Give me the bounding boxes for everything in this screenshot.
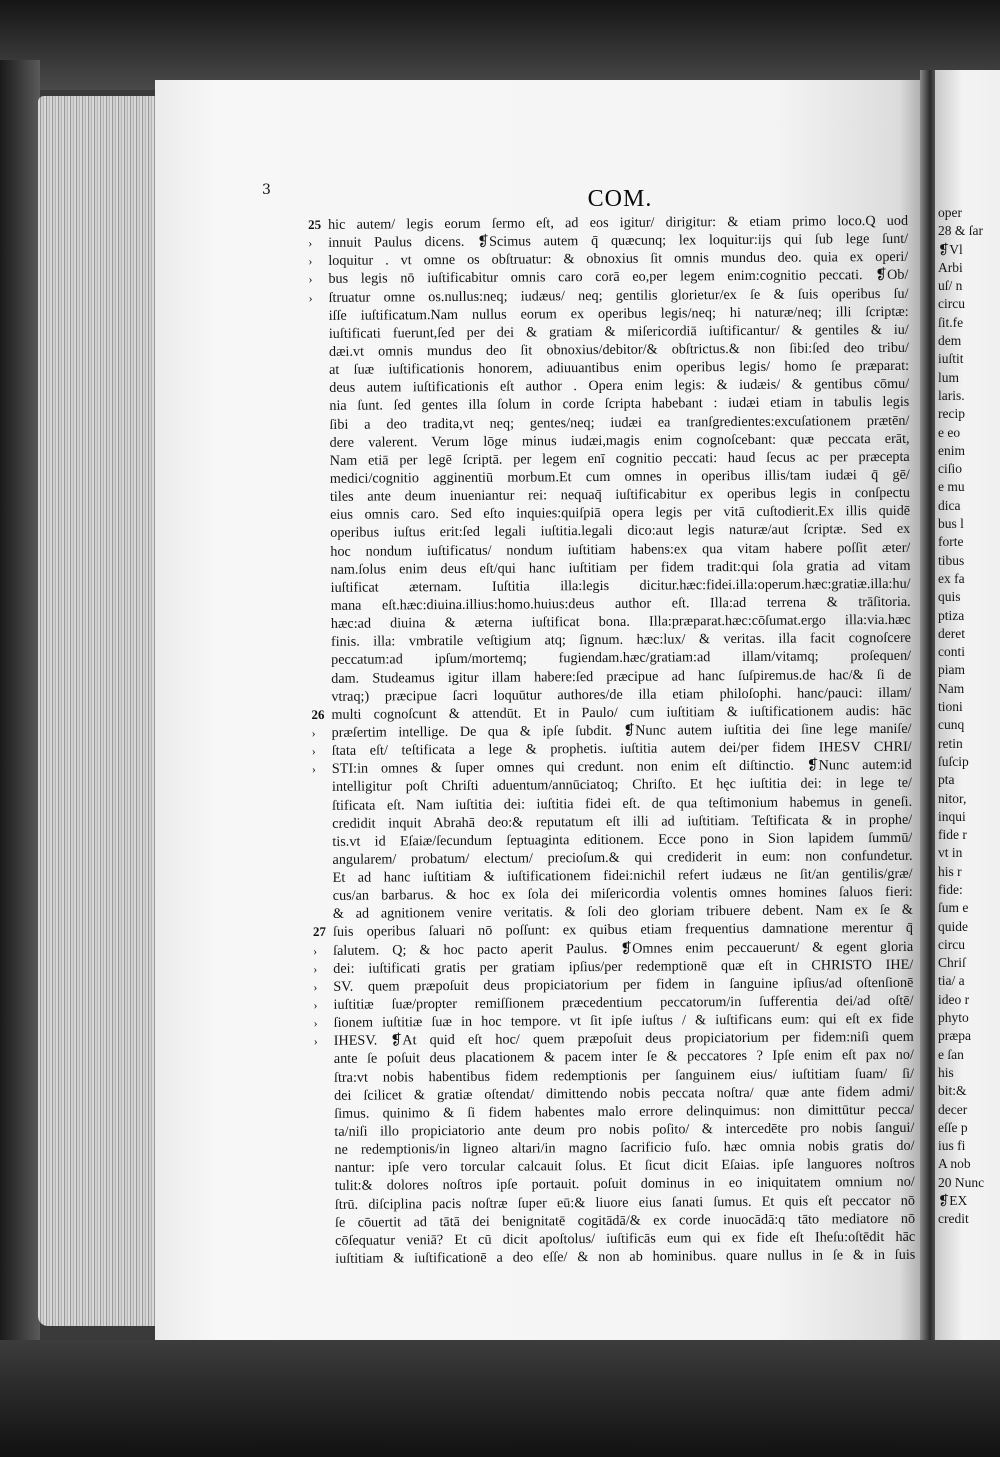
facing-line-fragment: tibus: [938, 552, 965, 568]
line-text: hoc nondum iuſtificatus/ nondum iuſtitiam habens:ex qua vitam habere poſſit æter/: [330, 539, 911, 560]
line-text: dæi.vt omnis mundus deo ſit obnoxius/debitor/& obſtrictus.& non ſibi:ſed deo tribu/: [328, 339, 909, 360]
facing-line-fragment: piam: [938, 662, 965, 678]
verse-marker: ›: [313, 961, 318, 976]
verse-marker: [310, 524, 330, 542]
verse-marker: [315, 1195, 335, 1213]
facing-line-fragment: fide:: [938, 881, 963, 897]
verse-marker: [311, 669, 331, 687]
facing-line-fragment: tia/ a: [938, 973, 965, 989]
verse-marker: [312, 796, 332, 814]
verse-marker: [309, 415, 329, 433]
line-text: dei ſcilicet & gratiæ oſtendat/ dimittendo nobis peccata noſtra/ quæ ante fidem admi/: [334, 1083, 915, 1104]
verse-marker: [309, 307, 329, 325]
facing-line-fragment: eſſe p: [938, 1119, 968, 1135]
line-text: Nam etiā per legē ſcriptā. per legem enī cognitio peccati: haud ſecus ac per præcepta: [329, 448, 910, 469]
verse-marker: [310, 542, 330, 560]
line-text: finis. illa: vmbratile veſtigium atq; ſignum. hæc:lux/ & veritas. illa facit cognoſcere: [330, 630, 912, 651]
verse-marker: [314, 1087, 334, 1105]
facing-line-fragment: e eo: [938, 424, 961, 440]
line-text: loquitur . vt omne os obſtruatur: & obnoxius ſit omnis mundus deo. quia ex operi/: [328, 249, 909, 270]
line-text: eius omnis caro. Sed eſto inquies:quiſpiā opera legis per vitā cuſtodierit.Ex illis quidē: [330, 503, 911, 524]
verse-marker: [311, 615, 331, 633]
facing-line-fragment: iuſtit: [938, 351, 964, 367]
verse-marker: ›: [308, 290, 313, 305]
facing-line-fragment: oper: [938, 205, 962, 220]
facing-line-fragment: ius fi: [938, 1138, 966, 1154]
line-text: nam.ſolus enim deus eſt/qui hanc iuſtitiam per fidem tradit:qui ſola gratia ad vitam: [330, 557, 911, 578]
verse-marker: [310, 452, 330, 470]
facing-line-fragment: dem: [938, 333, 962, 349]
line-text: dam. Studeamus igitur illam habere:ſed præcipue ad hanc ſuſpiremus.de hac/& ſi de: [331, 666, 912, 687]
verse-marker: [310, 561, 330, 579]
verse-marker: [314, 1068, 334, 1086]
line-text: operibus iuſtus erit:ſed legali iuſtitia.legali dico:aut legis naturæ/aut ſcriptæ. Sed ex: [330, 521, 911, 542]
verse-marker: [313, 905, 333, 923]
facing-line-fragment: uſ/ n: [938, 278, 963, 294]
facing-line-fragment: credit: [938, 1211, 969, 1227]
facing-line-fragment: his r: [938, 863, 962, 879]
verse-marker: [314, 1141, 334, 1159]
facing-line-fragment: inqui: [938, 808, 966, 824]
line-text: ſalutem. Q; & hoc pacto aperit Paulus. ❡Omnes enim peccauerunt/ & egent gloria: [333, 938, 914, 959]
facing-line-fragment: Nam: [938, 680, 965, 696]
line-text: ſtrū. diſciplina pacis noſtræ ſuper eū:& liuore eius ſanati ſumus. Et quis eſt peccator nō: [334, 1192, 915, 1213]
line-text: dei: iuſtificati gratis per gratiam ipſius/per redemptionē quæ eſt in CHRISTO IHE/: [333, 956, 914, 977]
facing-line-fragment: dica: [938, 497, 961, 513]
line-text: hic autem/ legis eorum ſermo eſt, ad eos igitur/ dirigitur: & etiam primo loco.Q uod: [328, 212, 909, 233]
facing-line-fragment: ptiza: [938, 607, 965, 623]
line-text: ſionem iuſtitiæ ſuæ in hoc tempore. vt ſit ipſe iuſtus / & iuſtificans eum: qui eſt ex fide: [333, 1010, 914, 1032]
line-text: iſſe iuſtificatum.Nam nullus eorum ex operibus legis/neq; hi naturæ/neq; illi ſcriptæ:: [328, 303, 909, 324]
page-edges: [38, 96, 160, 1326]
verse-marker: ›: [308, 254, 313, 269]
verse-marker: ›: [313, 979, 318, 994]
verse-marker: ›: [313, 943, 318, 958]
verse-marker: [309, 379, 329, 397]
line-text: ſibi a deo tradita,vt neq; gentes/neq; iudæi ea tranſgredientes:excuſationem prætēn/: [329, 412, 910, 433]
verse-marker: [315, 1232, 335, 1250]
facing-line-fragment: bus l: [938, 516, 964, 532]
verse-marker: [313, 887, 333, 905]
line-text: iuſtitiam & iuſtificationē a deo eſſe/ & non ab hominibus. quare nullus in ſe & in ſuis: [335, 1246, 916, 1267]
facing-line-fragment: recip: [938, 406, 965, 422]
line-text: deus autem iuſtificationis eſt author . Opera enim legis: & iudæis/ & gentibus cōmu/: [329, 376, 910, 397]
line-text: ante ſe poſuit deus placationem & pacem inter ſe & peccatores ? Ipſe enim eſt pax no/: [333, 1047, 914, 1068]
line-text: bus legis nō iuſtificabitur omnis caro corā eo,per legem enim:cognitio peccati. ❡Ob/: [328, 267, 909, 288]
line-text: iuſtificati fuerunt,ſed per dei & gratiam & miſericordiā iuſtificantur/ & gentiles & iu/: [328, 321, 909, 342]
verse-marker: [309, 397, 329, 415]
facing-line-fragment: ſuſcip: [938, 753, 969, 769]
verse-marker: ›: [311, 762, 316, 777]
verse-marker: [310, 470, 330, 488]
verse-marker: [311, 688, 331, 706]
facing-line-fragment: vt in: [938, 845, 963, 861]
verse-marker: ›: [308, 272, 313, 287]
verse-marker: [311, 633, 331, 651]
line-text: at ſuæ iuſtificationis honorem, adiuuantibus enim operibus legis/ homo ſe præparat:: [329, 357, 910, 378]
book-binding-top: [0, 0, 1000, 90]
facing-line-fragment: decer: [938, 1101, 968, 1117]
facing-line-fragment: ❡EX: [938, 1193, 968, 1209]
facing-page-text: [938, 204, 1000, 1229]
line-text: vtraq;) præcipue ſacri loquūtur authores/de illa etiam philoſophi. hanc/pauci: illam/: [331, 684, 912, 705]
verse-marker: [309, 325, 329, 343]
facing-line-fragment: 20 Nunc: [938, 1174, 985, 1190]
line-text: cus/an barbarus. & hoc ex ſola dei miſericordia volentis omnes homines ſaluos fieri:: [332, 883, 913, 905]
line-text: Et ad hanc iuſtitiam & iuſtificationem fidei:nichil refert iudæus ne ſit/an gentilis/græ/: [332, 865, 913, 886]
main-text-column: [308, 212, 919, 1268]
verse-marker: ›: [313, 1016, 318, 1031]
verse-marker: 25: [308, 216, 322, 232]
verse-marker: [312, 814, 332, 832]
verse-marker: [314, 1123, 334, 1141]
verse-marker: ›: [313, 997, 318, 1013]
verse-marker: 27: [312, 924, 327, 940]
facing-line-fragment: circu: [938, 296, 965, 312]
bottom-shadow: [0, 1340, 1000, 1457]
line-text: ſe cōuertit ad tātā dei benignitatē cogitādā/& ex corde inuocādā:q tāto mediatore nō: [334, 1210, 916, 1231]
verse-marker: ›: [313, 1034, 318, 1049]
verse-marker: ›: [311, 744, 316, 759]
line-text: peccatum:ad ipſum/mortemq; fugiendam.hæc/gratiam:ad illam/vitamq; proſequen/: [331, 648, 912, 669]
verse-marker: [314, 1050, 334, 1068]
verse-marker: [309, 343, 329, 361]
line-text: SV. quem præpoſuit deus propiciatorium per fidem in ſanguine ipſius/ad oſtenſionē: [333, 974, 914, 995]
facing-line-fragment: circu: [938, 936, 965, 952]
verse-marker: [312, 851, 332, 869]
line-text: nia ſunt. ſed gentes illa ſolum in corde ſcripta habebant : iudæi etiam in tabulis legis: [329, 394, 910, 415]
facing-line-fragment: nitor,: [938, 790, 967, 806]
line-text: iuſtificat æternam. Iuſtitia illa:legis dicitur.hæc:fidei.illa:operum.hæc:gratiæ.illa:hu/: [330, 575, 911, 596]
verse-marker: [309, 361, 329, 379]
facing-line-fragment: A nob: [938, 1156, 971, 1172]
line-text: ſimus. quinimo & ſi fidem habentes malo errore delinquimus: non dimittūtur pecca/: [334, 1101, 915, 1122]
verse-marker: [311, 597, 331, 615]
line-text: ſuis operibus ſaluari nō poſſunt: ex quibus etiam frequentius damnatione merentur q̄: [332, 920, 914, 941]
facing-line-fragment: e ſan: [938, 1046, 964, 1062]
facing-line-fragment: præpa: [938, 1028, 971, 1044]
line-text: intelligitur poſt Chriſti aduentum/annūciatoq; Chriſto. Et hęc iuſtitia dei: in lege te/: [331, 775, 913, 796]
facing-line-fragment: tioni: [938, 699, 963, 715]
line-text: ne redemptionis/in ligneo altari/in magno ſacrificio fuſo. hæc omnia nobis gratis do/: [334, 1137, 915, 1159]
line-text: ſtra:vt nobis habentibus fidem redemptionis per ſanguinem eius/ iuſtitiam ſuam/ ſi/: [333, 1065, 915, 1086]
facing-line-fragment: ſit.fe: [938, 314, 964, 330]
verse-marker: [312, 778, 332, 796]
facing-line-fragment: lum: [938, 369, 960, 385]
line-text: nantur: ipſe vero torcular calcauit ſolus. Et ſicut dicit Eſaias. ipſe languores noſtros: [334, 1156, 915, 1177]
facing-line-fragment: ex fa: [938, 570, 965, 586]
facing-line-fragment: retin: [938, 735, 963, 751]
facing-line-fragment: Chriſ: [938, 955, 966, 971]
line-text: tulit:& dolores noſtros ipſe portauit. poſuit dominus in eo iniquitatem omnium no/: [334, 1174, 915, 1195]
verse-marker: [311, 651, 331, 669]
facing-line-fragment: laris.: [938, 387, 965, 403]
verse-marker: [310, 488, 330, 506]
line-text: ſtificata eſt. Nam iuſtitia dei: iuſtitia fidei eſt. de qua teſtimonium habemus in geneſi.: [332, 793, 913, 814]
verse-marker: ›: [308, 236, 313, 251]
facing-line-fragment: his: [938, 1064, 954, 1080]
book-cover-left: [0, 60, 40, 1457]
line-text: innuit Paulus dicens. ❡Scimus autem q̄ quæcunq; lex loquitur:ijs qui ſub lege ſunt/: [328, 230, 909, 252]
facing-line-fragment: phyto: [938, 1010, 969, 1026]
facing-line-fragment: quide: [938, 918, 968, 934]
verse-marker: [311, 579, 331, 597]
facing-line-fragment: deret: [938, 625, 965, 641]
verse-marker: 26: [311, 706, 325, 722]
verse-marker: [315, 1214, 335, 1232]
line-text: dere valerent. Verum lōge minus iudæi,magis enim cognoſcebant: quæ peccata erāt,: [329, 430, 910, 451]
line-text: ſtruatur omne os.nullus:neq; iudæus/ neq; gentilis glorietur/ex ſe & ſuis operibus ſu/: [328, 285, 909, 306]
facing-line-fragment: forte: [938, 534, 964, 550]
verse-marker: [310, 506, 330, 524]
line-text: hæc:ad diuina & æterna iuſtificat bona. Illa:præparat.hæc:cōſumat.ergo illa:via.hæc: [330, 611, 911, 632]
line-text: angularem/ probatum/ electum/ precioſum.& qui crediderit in eum: non confundetur.: [332, 847, 913, 868]
facing-line-fragment: e mu: [938, 479, 965, 495]
folio-number: 3: [262, 182, 271, 198]
line-text: multi cognoſcunt & attendūt. Et in Paulo/ cum iuſtitiam & iuſtificationem audis: hāc: [331, 702, 912, 723]
verse-marker: [310, 434, 330, 452]
facing-line-fragment: pta: [938, 772, 955, 788]
facing-line-fragment: conti: [938, 644, 965, 660]
line-text: STI:in omnes & ſuper omnes qui credunt. non enim eſt diſtinctio. ❡Nunc autem:id: [331, 757, 912, 778]
line-text: præſertim intellige. De qua & ipſe ſubdit. ❡Nunc autem iuſtitia dei ſine lege maniſe/: [331, 720, 912, 741]
facing-line-fragment: enim: [938, 442, 965, 458]
line-text: ſtata eſt/ teſtificata a lege & prophetis. iuſtitia autem dei/per fidem IHESV CHRI/: [331, 738, 912, 759]
running-heading: COM.: [587, 186, 653, 212]
verse-marker: [315, 1177, 335, 1195]
verse-marker: [315, 1250, 335, 1268]
facing-line-fragment: ❡Vl: [938, 241, 963, 257]
verse-marker: ›: [311, 725, 316, 740]
facing-line-fragment: Arbi: [938, 259, 963, 275]
line-text: credidit inquit Abrahā deo:& reputatum eſt illi ad iuſtitiam. Teſtificata & in prophe/: [332, 811, 913, 832]
line-text: cōſequatur veniā? Et cū dicit apoſtolus/ iuſtificās eum qui ex fide eſt Iheſu:oſtēdit hāc: [335, 1228, 916, 1249]
line-text: & ad agnitionem venire veritatis. & ſoli deo gloriam tribuere debent. Nam ex ſe &: [332, 902, 913, 923]
line-text: ta/niſi illo propiciatorio ante deum pro nobis poſito/ & intercedēte pro nobis ſangui/: [334, 1119, 915, 1140]
facing-line-fragment: cunq: [938, 717, 965, 733]
facing-line-fragment: bit:&: [938, 1083, 967, 1099]
facing-line-fragment: quis: [938, 589, 961, 605]
verse-marker: [313, 869, 333, 887]
line-text: tiles ante deum inueniantur rei: nequaq̄ iuſtificabitur ex operibus legis in conſpectu: [329, 484, 911, 505]
line-text: medici/cognitio agginentiū morbum.Et cum omnes in operibus illis/tam iudæi q̄ gē/: [329, 466, 910, 487]
facing-line-fragment: ciſio: [938, 461, 962, 477]
line-text: iuſtitiæ ſuæ/propter remiſſionem præcedentium peccatorum/in ſufferentia dei/ad oſtē/: [333, 992, 914, 1013]
facing-line-fragment: 28 & ſar: [938, 223, 983, 239]
line-text: IHESV. ❡At quid eſt hoc/ quem præpoſuit deus propiciatorium per fidem:niſi quem: [333, 1029, 914, 1050]
line-text: tis.vt id Eſaiæ/ſecundum ſeptuaginta editionem. Ecce pono in Sion lapidem ſummū/: [332, 829, 913, 850]
facing-line-fragment: fide r: [938, 827, 967, 843]
facing-line-fragment: ſum e: [938, 900, 969, 916]
facing-line-fragment: ideo r: [938, 991, 970, 1007]
verse-marker: [314, 1105, 334, 1123]
verse-marker: [315, 1159, 335, 1177]
line-text: mana eſt.hæc:diuina.illius:homo.huius:deus author eſt. Illa:ad terrena & trāſitoria.: [330, 593, 911, 614]
verse-marker: [312, 833, 332, 851]
